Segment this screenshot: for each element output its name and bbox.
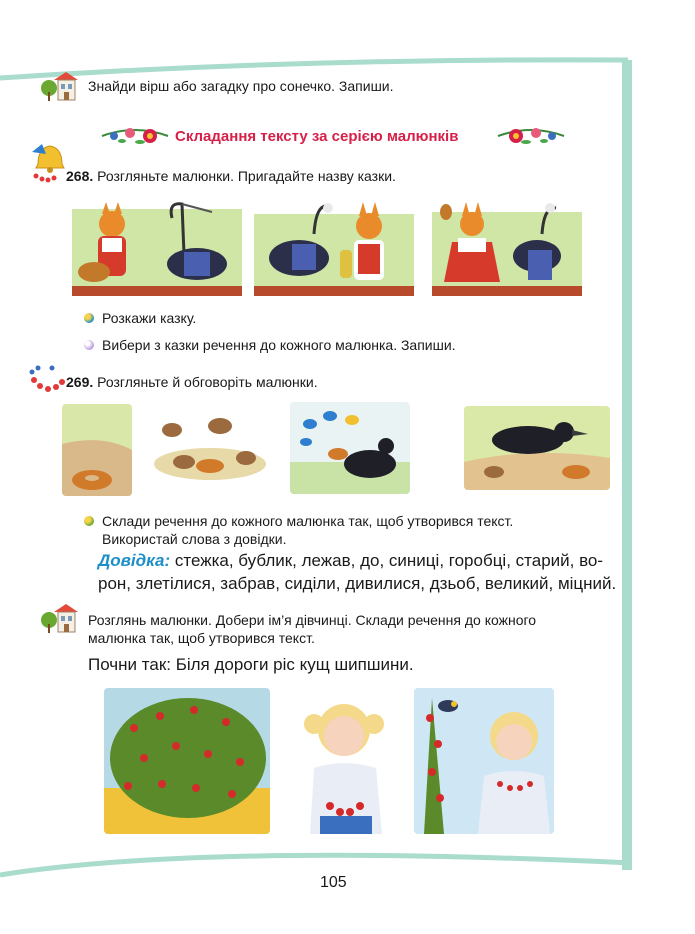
bottom-frame-curve bbox=[0, 835, 695, 880]
fairy-tale-fox-crane-picture-3 bbox=[432, 194, 582, 300]
rosehip-bush-picture bbox=[104, 688, 270, 834]
task-269-bullet-line-1: Склади речення до кожного малюнка так, щоб утворився текст. bbox=[102, 513, 514, 529]
help-line-1: стежка, бублик, лежав, до, синиці, горобці, старий, во- bbox=[174, 551, 604, 570]
section-heading: Складання тексту за серією малюнків bbox=[175, 128, 459, 145]
task-269-bullet-line-2: Використай слова з довідки. bbox=[102, 531, 287, 547]
start-phrase: Почни так: Біля дороги ріс кущ шипшини. bbox=[88, 655, 414, 674]
girl-with-berries-picture bbox=[290, 688, 398, 834]
task-268-bullet-2: Вибери з казки речення до кожного малюнка. Запиши. bbox=[102, 337, 456, 353]
top-task-text: Знайди вірш або загадку про сонечко. Запиши. bbox=[88, 78, 394, 94]
floral-ornament-icon bbox=[100, 124, 170, 148]
task-269-text: Розгляньте й обговоріть малюнки. bbox=[97, 374, 318, 390]
right-frame-bar bbox=[622, 60, 632, 870]
task-268-number: 268. bbox=[66, 168, 94, 184]
help-line-2: рон, злетілися, забрав, сиділи, дивилися, дзьоб, великий, міцний. bbox=[98, 574, 617, 593]
bullet-dot bbox=[84, 313, 94, 323]
help-label: Довідка: bbox=[98, 551, 171, 570]
crow-and-tits-picture bbox=[290, 402, 410, 494]
house-tree-icon bbox=[40, 70, 78, 104]
floral-ornament-icon bbox=[496, 124, 566, 148]
bagel-on-path-picture bbox=[62, 404, 132, 496]
page-number: 105 bbox=[320, 874, 347, 891]
fairy-tale-fox-crane-picture-2 bbox=[254, 194, 414, 300]
last-task-line-2: малюнка так, щоб утворився текст. bbox=[88, 630, 315, 646]
girl-and-bird-picture bbox=[414, 688, 554, 834]
bullet-dot bbox=[84, 516, 94, 526]
task-269-number: 269. bbox=[66, 374, 94, 390]
bell-icon bbox=[28, 140, 68, 184]
bullet-dot bbox=[84, 340, 94, 350]
fairy-tale-fox-crane-picture-1 bbox=[72, 194, 242, 300]
bead-necklace-icon bbox=[28, 364, 68, 394]
sparrows-around-bagel-picture bbox=[150, 404, 268, 482]
house-tree-icon bbox=[40, 602, 78, 636]
crow-with-bagel-picture bbox=[464, 406, 610, 490]
task-268-bullet-1: Розкажи казку. bbox=[102, 310, 197, 326]
task-268-text: Розгляньте малюнки. Пригадайте назву казки. bbox=[97, 168, 396, 184]
last-task-line-1: Розглянь малюнки. Добери ім’я дівчинці. Склади речення до кожного bbox=[88, 612, 537, 628]
